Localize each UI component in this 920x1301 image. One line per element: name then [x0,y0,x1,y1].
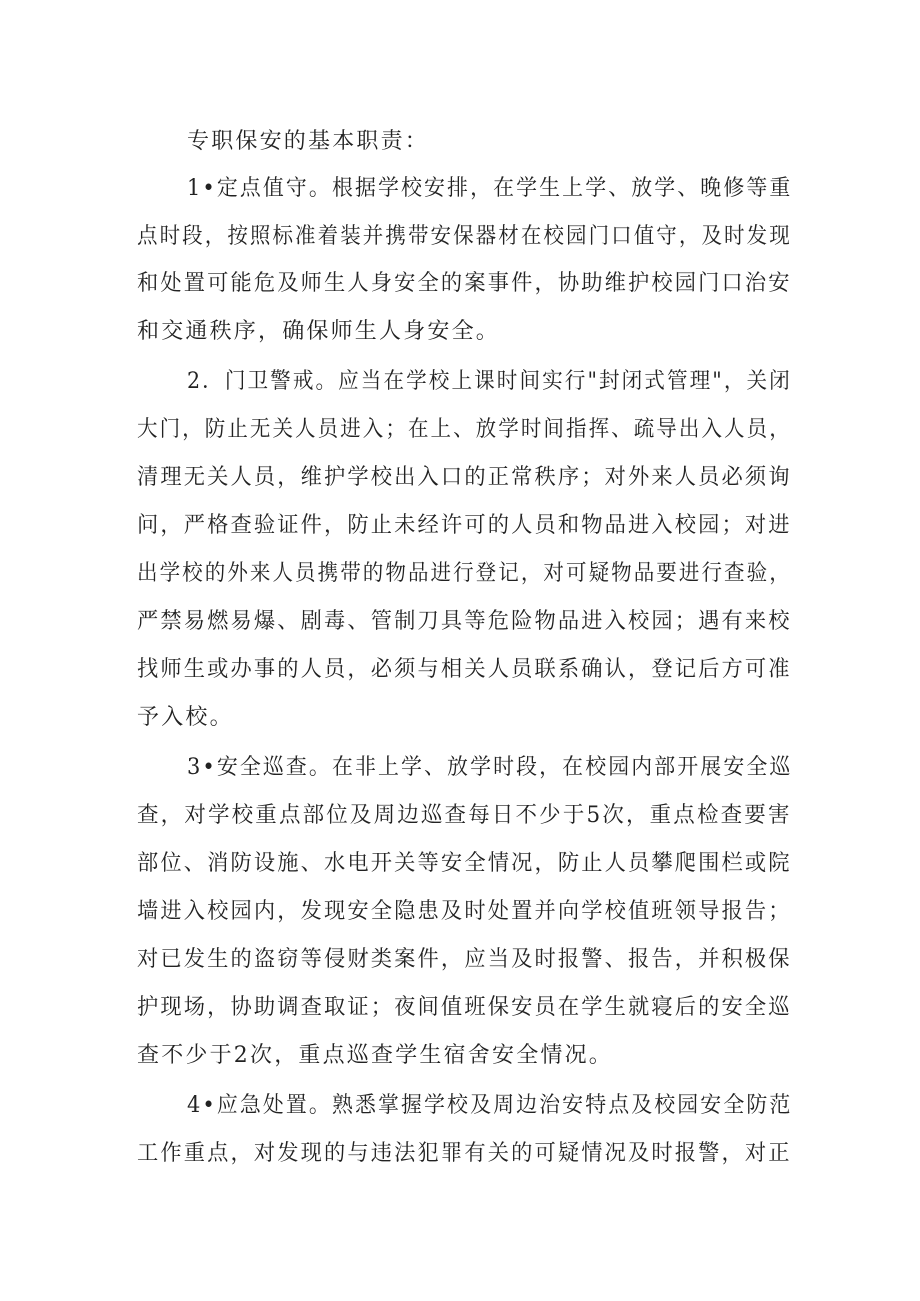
paragraph-2-line-7: 找师生或办事的人员，必须与相关人员联系确认，登记后方可准 [137,657,792,682]
paragraph-2-line-2: 大门，防止无关人员进入；在上、放学时间指挥、疏导出入人员， [137,417,792,442]
document-heading: 专职保安的基本职责： [187,129,430,154]
paragraph-2-line-8: 予入校。 [137,705,234,730]
paragraph-1-line-1: 1•定点值守。根据学校安排，在学生上学、放学、晚修等重 [187,176,793,201]
paragraph-3-line-7: 查不少于2次，重点巡查学生宿舍安全情况。 [137,1043,613,1068]
paragraph-1-line-4: 和交通秩序，确保师生人身安全。 [137,319,501,344]
paragraph-2-line-4: 问，严格查验证件，防止未经许可的人员和物品进入校园；对进 [137,513,792,538]
paragraph-3-line-1: 3•安全巡查。在非上学、放学时段，在校园内部开展安全巡 [187,755,793,780]
paragraph-1-line-2: 点时段，按照标准着装并携带安保器材在校园门口值守，及时发现 [137,224,792,249]
paragraph-3-line-3: 部位、消防设施、水电开关等安全情况，防止人员攀爬围栏或院 [137,851,792,876]
paragraph-2-line-6: 严禁易燃易爆、剧毒、管制刀具等危险物品进入校园；遇有来校 [137,609,792,634]
paragraph-3-line-4: 墙进入校园内，发现安全隐患及时处置并向学校值班领导报告； [137,899,792,924]
paragraph-4-line-2: 工作重点，对发现的与违法犯罪有关的可疑情况及时报警，对正 [137,1141,792,1166]
paragraph-2-line-3: 清理无关人员，维护学校出入口的正常秩序；对外来人员必须询 [137,465,792,490]
paragraph-3-line-5: 对已发生的盗窃等侵财类案件，应当及时报警、报告，并积极保 [137,947,792,972]
paragraph-3-line-2: 查，对学校重点部位及周边巡查每日不少于5次，重点检查要害 [137,803,792,828]
paragraph-1-line-3: 和处置可能危及师生人身安全的案事件，协助维护校园门口治安 [137,271,792,296]
paragraph-2-line-5: 出学校的外来人员携带的物品进行登记，对可疑物品要进行查验， [137,561,792,586]
paragraph-4-line-1: 4•应急处置。熟悉掌握学校及周边治安特点及校园安全防范 [187,1093,793,1118]
paragraph-2-line-1: 2．门卫警戒。应当在学校上课时间实行"封闭式管理"，关闭 [187,369,792,394]
paragraph-3-line-6: 护现场，协助调查取证；夜间值班保安员在学生就寝后的安全巡 [137,995,792,1020]
